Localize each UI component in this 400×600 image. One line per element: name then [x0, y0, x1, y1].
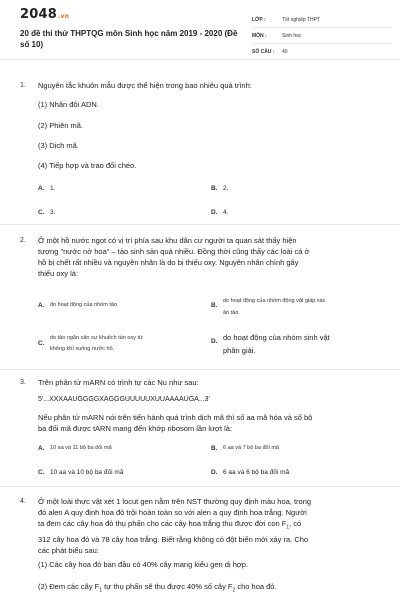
meta-value: Tốt nghiệp THPT [282, 16, 320, 23]
option-text: 1. [50, 185, 56, 192]
option-text [223, 295, 325, 319]
question-text-line [38, 518, 388, 534]
option-b[interactable] [211, 444, 381, 453]
option-text: do hoạt động của nhóm tảo. [50, 302, 119, 308]
question-text: Nguyên tắc khuôn mẫu được thể hiện trong bao nhiêu quá trình: [38, 81, 252, 90]
question-text: Trên phân tử mARN có trình tự các Nu như sau: [38, 378, 199, 387]
meta-row-class [252, 12, 392, 28]
option-a[interactable] [38, 301, 208, 310]
option-label: D. [211, 338, 218, 345]
question-text-line: tượng "nước nở hoa" – tảo sinh sản quá nhiều. Đồng thời cũng thấy các loài cá ở [38, 247, 310, 256]
meta-key: LỚP : [252, 16, 266, 23]
option-text-line: phân giải. [223, 346, 256, 355]
meta-key: SỐ CÂU : [252, 49, 275, 55]
mrna-sequence: 5'...XXXAAUGGGGXAGGGUUUUUXUUAAAAUGA...3' [38, 396, 210, 403]
option-text-line: ăn tảo. [223, 310, 240, 316]
option-d[interactable] [211, 208, 381, 217]
option-text: 6 aa và 6 bộ ba đối mã [223, 469, 290, 476]
option-text-line: do hoạt động của nhóm động vật giáp xác [223, 298, 326, 304]
question-text-line: hồ bị chết rất nhiều và nguyên nhân là do bị thiếu oxy. Nguyên nhân chính gây [38, 258, 299, 267]
meta-key: MÔN : [252, 32, 267, 39]
meta-value: Sinh học [282, 32, 302, 39]
option-c[interactable] [38, 333, 208, 355]
option-label: A. [38, 445, 45, 452]
question-3 [0, 377, 400, 487]
text-fragment: ta đem các cây hoa đỏ thụ phấn cho các cây hoa trắng thu được đời con F [38, 519, 287, 528]
question-text-line: Nếu phân tử mARN nói trên tiến hành quá trình dịch mã thì số aa mã hóa và số bộ [38, 413, 313, 422]
option-c[interactable] [38, 468, 208, 477]
text-fragment: tự thụ phấn sẽ thu được 40% số cây F [102, 582, 233, 591]
question-4 [0, 496, 400, 600]
question-number: 4. [20, 498, 26, 505]
logo-text: 2048 [20, 7, 57, 22]
option-text-line: do tảo ngăn cản sự khuếch tán oxy từ [50, 335, 143, 341]
site-logo[interactable] [20, 7, 69, 22]
meta-row-subject [252, 28, 392, 44]
question-text-line: thiếu oxy là: [38, 269, 79, 278]
text-fragment: (2) Đem các cây F [38, 582, 100, 591]
option-label: B. [211, 445, 218, 452]
question-text-line: Ở một loài thực vật xét 1 locut gen nằm trên NST thường quy định màu hoa, trong [38, 497, 312, 506]
option-a[interactable] [38, 184, 208, 193]
text-fragment: , có [289, 519, 302, 528]
option-text [50, 333, 143, 355]
option-text: 10 aa và 11 bộ ba đối mã [50, 445, 112, 451]
option-b[interactable] [211, 184, 381, 193]
option-text: 6 aa và 7 bộ ba đối mã [223, 445, 279, 451]
question-text-2 [38, 412, 388, 434]
question-number: 3. [20, 379, 26, 386]
statement-4: (4) Tiếp hợp và trao đổi chéo. [38, 161, 137, 170]
document-header [0, 0, 400, 60]
option-text [223, 331, 330, 357]
subscript: 1 [99, 587, 103, 594]
statement-1: (1) Nhân đôi ADN. [38, 100, 99, 109]
option-label: C. [38, 340, 45, 347]
question-1 [0, 80, 400, 225]
option-label: C. [38, 209, 45, 216]
option-text: 2. [223, 185, 229, 192]
question-text-line: Ở một hồ nước ngọt có vị trí phía sau khu dân cư người ta quan sát thấy hiện [38, 236, 297, 245]
option-c[interactable] [38, 208, 208, 217]
document-title: 20 đề thi thử THPTQG môn Sinh học năm 2019 - 2020 (Đề số 10) [20, 29, 238, 49]
option-label: D. [211, 209, 218, 216]
logo-suffix: .vn [57, 13, 70, 20]
question-number: 1. [20, 82, 26, 89]
option-text-line: không khí xuống nước hồ. [50, 346, 115, 352]
meta-value: 40 [282, 49, 288, 55]
statement-2: (2) Phiên mã. [38, 121, 84, 130]
option-text: 4. [223, 209, 229, 216]
option-d[interactable] [211, 331, 381, 357]
option-b[interactable] [211, 295, 381, 319]
option-a[interactable] [38, 444, 208, 453]
subscript: 1 [286, 524, 290, 531]
question-2 [0, 235, 400, 370]
meta-row-count [252, 44, 392, 60]
question-text-line: các phát biểu sau: [38, 545, 99, 555]
question-text-line: 312 cây hoa đỏ và 78 cây hoa trắng. Biết rằng không có đột biến mới xảy ra. Cho [38, 534, 309, 544]
question-text [38, 496, 388, 556]
option-label: A. [38, 185, 45, 192]
statement-2 [38, 582, 378, 594]
option-d[interactable] [211, 468, 381, 477]
question-number: 2. [20, 237, 26, 244]
option-label: B. [211, 185, 218, 192]
option-label: D. [211, 469, 218, 476]
statement-3: (3) Dịch mã. [38, 141, 79, 150]
question-text-line: ba đối mã được tARN mang đến khớp ribosom lần lượt là: [38, 424, 233, 433]
meta-table [252, 12, 392, 60]
option-text-line: do hoạt động của nhóm sinh vật [223, 333, 330, 342]
option-text: 10 aa và 10 bộ ba đối mã [50, 469, 124, 476]
option-label: B. [211, 302, 218, 309]
option-label: A. [38, 302, 45, 309]
text-fragment: cho hoa đỏ. [235, 582, 277, 591]
statement-1: (1) Các cây hoa đỏ ban đầu có 40% cây mang kiểu gen dị hợp. [38, 560, 249, 569]
question-text [38, 235, 388, 279]
option-label: C. [38, 469, 45, 476]
option-text: 3. [50, 209, 56, 216]
subscript: 2 [232, 587, 236, 594]
question-text-line: đó alen A quy định hoa đỏ trội hoàn toàn so với alen a quy định hoa trắng. Người [38, 508, 307, 517]
